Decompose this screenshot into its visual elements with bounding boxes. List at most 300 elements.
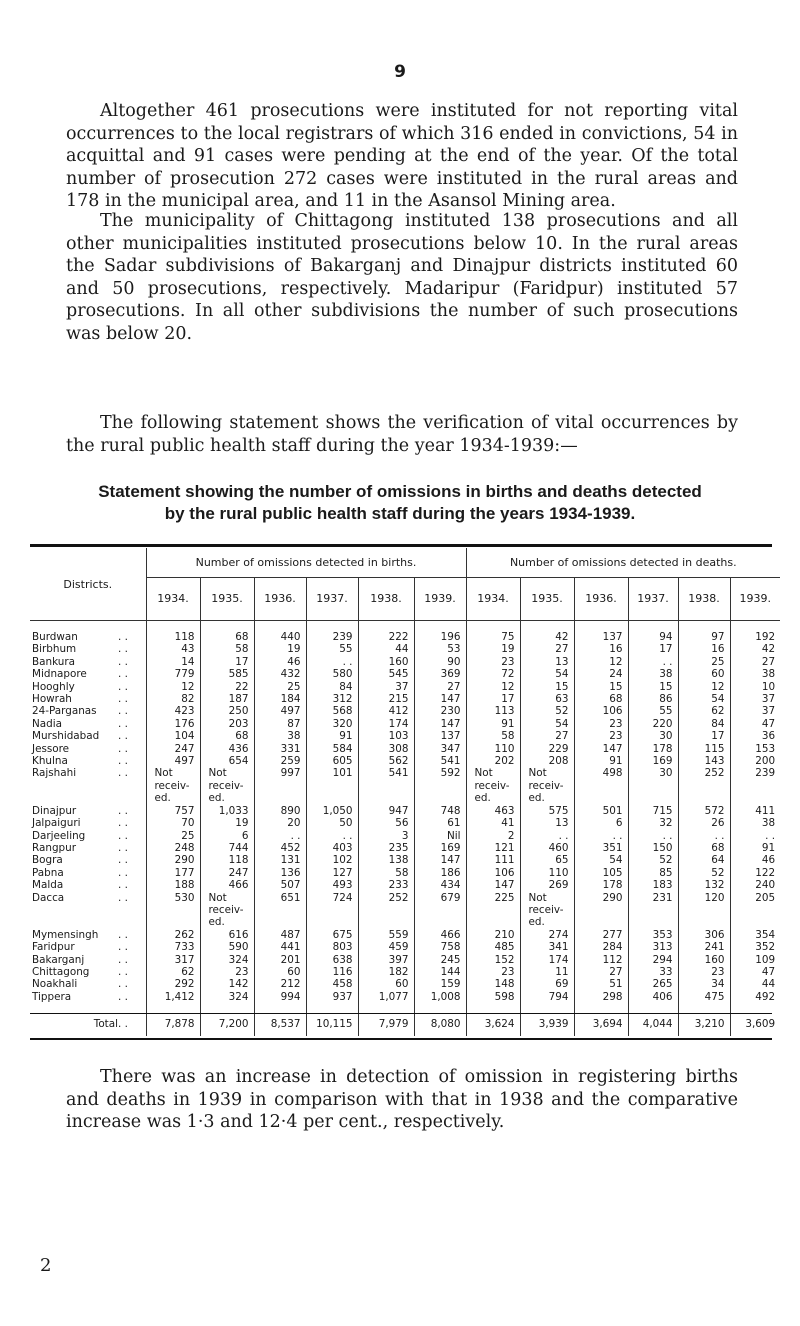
district-name: Tippera	[32, 990, 72, 1003]
births-value-cell: 890	[254, 805, 306, 817]
births-total-cell: 7,878	[146, 1013, 200, 1036]
births-value-cell: 58	[358, 867, 414, 879]
births-value-cell: 497	[146, 755, 200, 767]
table-row	[30, 718, 780, 730]
deaths-value-cell: 239	[730, 767, 780, 804]
births-value-cell: 147	[414, 854, 466, 866]
district-name: 24-Parganas	[32, 705, 97, 718]
leader-dots: . .	[118, 978, 128, 991]
births-value-cell: 46	[254, 656, 306, 668]
births-value-cell: 245	[414, 954, 466, 966]
deaths-value-cell: 17	[466, 693, 520, 705]
births-value-cell: 90	[414, 656, 466, 668]
births-value-cell: 144	[414, 966, 466, 978]
district-name: Bogra	[32, 854, 63, 867]
deaths-value-cell: . .	[730, 830, 780, 842]
leader-dots: . .	[118, 1018, 128, 1031]
deaths-value-cell: . .	[628, 656, 678, 668]
deaths-value-cell: 30	[628, 767, 678, 804]
deaths-value-cell: . .	[678, 830, 730, 842]
table-row	[30, 991, 780, 1003]
deaths-value-cell: 15	[574, 681, 628, 693]
deaths-value-cell: 58	[466, 730, 520, 742]
births-value-cell: 436	[200, 743, 254, 755]
paragraph-prosecutions: Altogether 461 prosecutions were instituted for not reporting vital occurrences to the local registrars of which 316 ended in convictions, 54 in acquittal and 91 cases were pending at the end of the year. Of the total number of prosecution 272 cases were instituted in the rural areas and 178 in the municipal area, and 11 in the Asansol Mining area.	[66, 101, 738, 211]
deaths-value-cell: 598	[466, 991, 520, 1003]
deaths-value-cell: 6	[574, 817, 628, 829]
deaths-value-cell: 38	[730, 668, 780, 680]
births-value-cell: 116	[306, 966, 358, 978]
deaths-value-cell: 411	[730, 805, 780, 817]
deaths-value-cell: 202	[466, 755, 520, 767]
births-value-cell: 201	[254, 954, 306, 966]
table-row	[30, 668, 780, 680]
births-total-cell: 7,200	[200, 1013, 254, 1036]
deaths-value-cell: 152	[466, 954, 520, 966]
births-value-cell: 118	[200, 854, 254, 866]
deaths-value-cell: 220	[628, 718, 678, 730]
deaths-value-cell: 353	[628, 929, 678, 941]
births-value-cell: 104	[146, 730, 200, 742]
births-value-cell: 138	[358, 854, 414, 866]
births-value-cell: 44	[358, 643, 414, 655]
deaths-value-cell: 62	[678, 705, 730, 717]
deaths-value-cell: 55	[628, 705, 678, 717]
deaths-value-cell: 147	[466, 879, 520, 891]
births-value-cell: 87	[254, 718, 306, 730]
deaths-value-cell: 183	[628, 879, 678, 891]
deaths-value-cell: 16	[574, 643, 628, 655]
table-row	[30, 842, 780, 854]
births-value-cell: 160	[358, 656, 414, 668]
births-value-cell: 22	[200, 681, 254, 693]
deaths-value-cell: 485	[466, 941, 520, 953]
deaths-value-cell: 192	[730, 631, 780, 643]
deaths-value-cell: 13	[520, 656, 574, 668]
births-value-cell: 369	[414, 668, 466, 680]
deaths-value-cell: 15	[520, 681, 574, 693]
births-value-cell: 262	[146, 929, 200, 941]
deaths-value-cell: 52	[520, 705, 574, 717]
births-value-cell: Nil	[414, 830, 466, 842]
deaths-value-cell: 240	[730, 879, 780, 891]
deaths-value-cell: 501	[574, 805, 628, 817]
deaths-value-cell: 65	[520, 854, 574, 866]
births-value-cell: 127	[306, 867, 358, 879]
district-name: Burdwan	[32, 631, 78, 643]
births-value-cell: 250	[200, 705, 254, 717]
deaths-value-cell: 354	[730, 929, 780, 941]
births-value-cell: 187	[200, 693, 254, 705]
footer-mark: 2	[40, 1255, 52, 1276]
deaths-value-cell: 37	[730, 693, 780, 705]
leader-dots: . .	[118, 990, 128, 1003]
births-value-cell: 605	[306, 755, 358, 767]
deaths-value-cell: 37	[730, 705, 780, 717]
births-value-cell: 466	[414, 929, 466, 941]
deaths-value-cell: . .	[520, 830, 574, 842]
births-value-cell: 324	[200, 954, 254, 966]
births-value-cell: 176	[146, 718, 200, 730]
district-name: Mymensingh	[32, 928, 99, 941]
deaths-value-cell: 406	[628, 991, 678, 1003]
births-value-cell: 423	[146, 705, 200, 717]
deaths-value-cell: 241	[678, 941, 730, 953]
leader-dots: . .	[118, 755, 128, 768]
births-value-cell: 507	[254, 879, 306, 891]
deaths-value-cell: 200	[730, 755, 780, 767]
deaths-year-header: 1939.	[730, 577, 780, 620]
births-value-cell: 947	[358, 805, 414, 817]
deaths-value-cell: 27	[520, 730, 574, 742]
deaths-year-header: 1935.	[520, 577, 574, 620]
deaths-value-cell: 351	[574, 842, 628, 854]
births-value-cell: 177	[146, 867, 200, 879]
deaths-value-cell: 106	[574, 705, 628, 717]
leader-dots: . .	[118, 717, 128, 730]
births-value-cell: . .	[306, 656, 358, 668]
deaths-value-cell: 91	[466, 718, 520, 730]
table-row	[30, 879, 780, 891]
births-value-cell: 616	[200, 929, 254, 941]
deaths-value-cell: 498	[574, 767, 628, 804]
deaths-value-cell: 23	[574, 718, 628, 730]
births-value-cell: 230	[414, 705, 466, 717]
deaths-value-cell: 38	[628, 668, 678, 680]
deaths-value-cell: 225	[466, 892, 520, 929]
deaths-value-cell: 34	[678, 978, 730, 990]
deaths-value-cell: 27	[520, 643, 574, 655]
table-row	[30, 929, 780, 941]
deaths-value-cell: 84	[678, 718, 730, 730]
leader-dots: . .	[118, 928, 128, 941]
deaths-year-header: 1936.	[574, 577, 628, 620]
district-name: Dacca	[32, 891, 65, 904]
deaths-value-cell: 205	[730, 892, 780, 929]
deaths-value-cell: 463	[466, 805, 520, 817]
total-top-rule	[30, 1013, 772, 1014]
deaths-year-header: 1938.	[678, 577, 730, 620]
deaths-value-cell: 68	[574, 693, 628, 705]
district-name: Faridpur	[32, 941, 75, 954]
births-value-cell: 733	[146, 941, 200, 953]
births-value-cell: . .	[306, 830, 358, 842]
births-value-cell: 6	[200, 830, 254, 842]
leader-dots: . .	[118, 680, 128, 693]
deaths-value-cell: 23	[678, 966, 730, 978]
deaths-value-cell: . .	[628, 830, 678, 842]
district-name: Noakhali	[32, 978, 78, 991]
deaths-value-cell: 44	[730, 978, 780, 990]
deaths-value-cell: 794	[520, 991, 574, 1003]
deaths-value-cell: 97	[678, 631, 730, 643]
births-value-cell: 541	[414, 755, 466, 767]
births-year-header: 1935.	[200, 577, 254, 620]
statement-heading-line1: Statement showing the number of omissions in births and deaths detected	[98, 482, 702, 501]
leader-dots: . .	[118, 705, 128, 718]
births-value-cell: 239	[306, 631, 358, 643]
deaths-value-cell: 306	[678, 929, 730, 941]
deaths-value-cell: 91	[574, 755, 628, 767]
deaths-value-cell: 12	[466, 681, 520, 693]
deaths-value-cell: 120	[678, 892, 730, 929]
not-received-note: Not receiv- ed.	[154, 767, 190, 805]
deaths-value-cell: 265	[628, 978, 678, 990]
births-value-cell: 562	[358, 755, 414, 767]
deaths-value-cell: 113	[466, 705, 520, 717]
births-value-cell: 320	[306, 718, 358, 730]
leader-dots: . .	[118, 891, 128, 904]
deaths-value-cell: 13	[520, 817, 574, 829]
leader-dots: . .	[118, 841, 128, 854]
births-value-cell: 247	[200, 867, 254, 879]
district-name: Murshidabad	[32, 730, 100, 743]
deaths-value-cell: 229	[520, 743, 574, 755]
district-name: Howrah	[32, 693, 72, 706]
births-value-cell: 188	[146, 879, 200, 891]
deaths-value-cell: 86	[628, 693, 678, 705]
deaths-value-cell: 26	[678, 817, 730, 829]
deaths-year-header: 1934.	[466, 577, 520, 620]
deaths-value-cell: 33	[628, 966, 678, 978]
leader-dots: . .	[118, 866, 128, 879]
not-received-note: Not receiv- ed.	[528, 891, 564, 929]
deaths-value-cell: 30	[628, 730, 678, 742]
deaths-year-header: 1937.	[628, 577, 678, 620]
deaths-value-cell: 269	[520, 879, 574, 891]
not-received-note: Not receiv- ed.	[208, 767, 244, 805]
births-value-cell	[146, 767, 200, 804]
births-value-cell: 724	[306, 892, 358, 929]
births-value-cell: 20	[254, 817, 306, 829]
table-row	[30, 693, 780, 705]
not-received-note: Not receiv- ed.	[208, 891, 244, 929]
leader-dots: . .	[118, 693, 128, 706]
table-row	[30, 631, 780, 643]
births-value-cell: 53	[414, 643, 466, 655]
births-value-cell: 82	[146, 693, 200, 705]
deaths-value-cell: 41	[466, 817, 520, 829]
births-value-cell: 142	[200, 978, 254, 990]
births-value-cell: 290	[146, 854, 200, 866]
births-value-cell: 247	[146, 743, 200, 755]
births-value-cell: 61	[414, 817, 466, 829]
deaths-value-cell: 132	[678, 879, 730, 891]
births-value-cell: 994	[254, 991, 306, 1003]
leader-dots: . .	[118, 854, 128, 867]
deaths-value-cell: 52	[628, 854, 678, 866]
table-row	[30, 805, 780, 817]
births-value-cell: 12	[146, 681, 200, 693]
births-value-cell: 55	[306, 643, 358, 655]
leader-dots: . .	[118, 730, 128, 743]
deaths-value-cell: 110	[466, 743, 520, 755]
deaths-value-cell: 341	[520, 941, 574, 953]
deaths-value-cell: 12	[678, 681, 730, 693]
deaths-value-cell: 122	[730, 867, 780, 879]
births-year-header: 1934.	[146, 577, 200, 620]
omissions-table	[30, 548, 780, 1036]
deaths-value-cell: 23	[574, 730, 628, 742]
births-value-cell: 248	[146, 842, 200, 854]
table-row	[30, 705, 780, 717]
births-value-cell: 43	[146, 643, 200, 655]
deaths-value-cell: 352	[730, 941, 780, 953]
leader-dots: . .	[118, 655, 128, 668]
births-value-cell: 779	[146, 668, 200, 680]
births-value-cell: 452	[254, 842, 306, 854]
deaths-value-cell: 105	[574, 867, 628, 879]
births-value-cell: 937	[306, 991, 358, 1003]
deaths-value-cell: 137	[574, 631, 628, 643]
deaths-value-cell: 475	[678, 991, 730, 1003]
births-value-cell: 62	[146, 966, 200, 978]
births-value-cell: 203	[200, 718, 254, 730]
births-value-cell: 748	[414, 805, 466, 817]
births-value-cell: 432	[254, 668, 306, 680]
leader-dots: . .	[118, 668, 128, 681]
deaths-value-cell: 274	[520, 929, 574, 941]
table-row	[30, 755, 780, 767]
births-value-cell: 169	[414, 842, 466, 854]
deaths-value-cell: 94	[628, 631, 678, 643]
district-name: Nadia	[32, 717, 62, 730]
deaths-value-cell: 51	[574, 978, 628, 990]
births-value-cell: 60	[358, 978, 414, 990]
deaths-value-cell: 109	[730, 954, 780, 966]
births-value-cell: 580	[306, 668, 358, 680]
births-value-cell: 27	[414, 681, 466, 693]
deaths-value-cell: 85	[628, 867, 678, 879]
births-value-cell: 412	[358, 705, 414, 717]
statement-heading	[40, 481, 760, 525]
deaths-value-cell: 60	[678, 668, 730, 680]
births-value-cell: 102	[306, 854, 358, 866]
births-value-cell	[200, 767, 254, 804]
deaths-total-cell: 3,939	[520, 1013, 574, 1036]
births-value-cell: 497	[254, 705, 306, 717]
births-value-cell: 1,077	[358, 991, 414, 1003]
births-value-cell: 60	[254, 966, 306, 978]
deaths-value-cell: 210	[466, 929, 520, 941]
table-row	[30, 954, 780, 966]
district-name: Hooghly	[32, 680, 75, 693]
births-value-cell: 259	[254, 755, 306, 767]
district-name: Dinajpur	[32, 804, 77, 817]
births-value-cell: 403	[306, 842, 358, 854]
deaths-value-cell: 110	[520, 867, 574, 879]
births-value-cell: 14	[146, 656, 200, 668]
table-top-rule	[30, 544, 772, 547]
births-value-cell: 568	[306, 705, 358, 717]
births-value-cell: 347	[414, 743, 466, 755]
births-value-cell: 679	[414, 892, 466, 929]
births-value-cell: 331	[254, 743, 306, 755]
deaths-value-cell: 72	[466, 668, 520, 680]
births-value-cell: 541	[358, 767, 414, 804]
births-value-cell: 317	[146, 954, 200, 966]
deaths-value-cell: 112	[574, 954, 628, 966]
births-total-cell: 8,537	[254, 1013, 306, 1036]
births-value-cell: 651	[254, 892, 306, 929]
births-total-cell: 10,115	[306, 1013, 358, 1036]
table-row	[30, 767, 780, 804]
births-value-cell: 324	[200, 991, 254, 1003]
births-value-cell: 654	[200, 755, 254, 767]
deaths-value-cell: 715	[628, 805, 678, 817]
births-value-cell: 1,033	[200, 805, 254, 817]
births-value-cell: 159	[414, 978, 466, 990]
district-name: Khulna	[32, 755, 68, 768]
deaths-value-cell: 313	[628, 941, 678, 953]
deaths-value-cell: 492	[730, 991, 780, 1003]
deaths-value-cell: 111	[466, 854, 520, 866]
statement-heading-line2: by the rural public health staff during the years 1934-1939.	[164, 504, 636, 523]
table-row	[30, 892, 780, 929]
table-row	[30, 854, 780, 866]
deaths-value-cell: 17	[628, 643, 678, 655]
table-row	[30, 941, 780, 953]
births-value-cell: 233	[358, 879, 414, 891]
district-name: Bakarganj	[32, 953, 85, 966]
table-bottom-rule	[30, 1038, 772, 1040]
deaths-value-cell: 575	[520, 805, 574, 817]
births-value-cell: 487	[254, 929, 306, 941]
births-value-cell: 136	[254, 867, 306, 879]
deaths-value-cell: 24	[574, 668, 628, 680]
district-name: Malda	[32, 879, 64, 892]
deaths-value-cell: 47	[730, 966, 780, 978]
births-value-cell: 590	[200, 941, 254, 953]
page-number: 9	[394, 62, 406, 82]
births-value-cell: 196	[414, 631, 466, 643]
births-value-cell: 91	[306, 730, 358, 742]
births-value-cell: 466	[200, 879, 254, 891]
births-value-cell: 17	[200, 656, 254, 668]
births-value-cell: 235	[358, 842, 414, 854]
deaths-value-cell: 11	[520, 966, 574, 978]
deaths-value-cell: 298	[574, 991, 628, 1003]
births-total-cell: 8,080	[414, 1013, 466, 1036]
deaths-value-cell: 115	[678, 743, 730, 755]
births-value-cell: 530	[146, 892, 200, 929]
births-value-cell: . .	[254, 830, 306, 842]
births-value-cell: 458	[306, 978, 358, 990]
leader-dots: . .	[118, 817, 128, 830]
leader-dots: . .	[118, 953, 128, 966]
district-name: Jalpaiguri	[32, 817, 81, 830]
paragraph-closing: There was an increase in detection of omission in registering births and deaths in 1939 in comparison with that in 1938 and the comparative increase was 1·3 and 12·4 per cent., respectively.	[66, 1067, 738, 1132]
deaths-value-cell: 106	[466, 867, 520, 879]
births-value-cell: 252	[358, 892, 414, 929]
deaths-value-cell	[520, 767, 574, 804]
births-value-cell: 584	[306, 743, 358, 755]
births-year-header: 1938.	[358, 577, 414, 620]
births-year-header: 1939.	[414, 577, 466, 620]
deaths-value-cell: 147	[574, 743, 628, 755]
births-value-cell: 308	[358, 743, 414, 755]
table-row	[30, 966, 780, 978]
births-value-cell: 137	[414, 730, 466, 742]
births-value-cell: 803	[306, 941, 358, 953]
deaths-value-cell: 10	[730, 681, 780, 693]
deaths-value-cell: 208	[520, 755, 574, 767]
deaths-total-cell: 3,210	[678, 1013, 730, 1036]
deaths-value-cell: 91	[730, 842, 780, 854]
deaths-value-cell: 284	[574, 941, 628, 953]
leader-dots: . .	[118, 941, 128, 954]
leader-dots: . .	[118, 965, 128, 978]
